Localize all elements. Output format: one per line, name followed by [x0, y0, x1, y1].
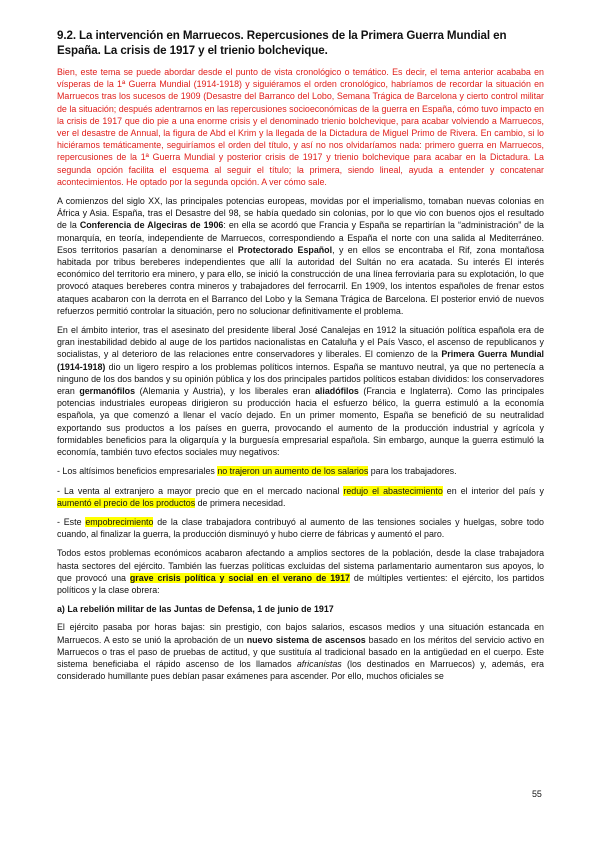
page-content [57, 28, 544, 689]
page-number: 55 [532, 789, 542, 799]
paragraph-marruecos: A comienzos del siglo XX, las principales potencias europeas, movidas por el imperialismo, tomaban nuevas colonias en África y Asia. España, tras el Desastre del 98, se había quedado sin colonias, por lo que vio con buenos ojos el resultado de la Conferencia de Algeciras de 1906: en ella se acordó que Francia y España se repartirían la “administración” de la monarquía, en teoría, independiente de Marruecos, correspondiendo a España el norte con una salida al Mediterráneo. Esos territorios pasarían a denominarse el Protectorado Español, y en ellos se encontraba el Rif, zona montañosa habitada por tribus bereberes independientes que allí la autoridad del Sultán no era acatada. Su interés El interés económico del territorio era minero, y para ello, se inició la construcción de una línea ferroviaria para su explotación, lo que provocó ataques bereberes contra mineros y trabajadores del ferrocarril. En 1909, los intentos españoles de frenar estos ataques acabaron con la derrota en el Barranco del Lobo y la Semana Trágica de Barcelona. El posterior envió de nuevos refuerzos permitió controlar la situación, pero no solucionar definitivamente el problema. [57, 196, 545, 316]
highlight-empobrecimiento: empobrecimiento [85, 516, 154, 527]
highlight-crisis-1917: grave crisis política y social en el verano de 1917 [129, 572, 350, 583]
highlight-abastecimiento: redujo el abastecimiento [343, 485, 443, 496]
subheading-juntas: a) La rebelión militar de las Juntas de Defensa, 1 de junio de 1917 [57, 604, 334, 615]
intro-paragraph: Bien, este tema se puede abordar desde el punto de vista cronológico o temático. Es decir, el tema anterior acababa en vísperas de la 1ª Guerra Mundial (1914-1918) y siguiéramos el orden cronológico, habríamos de recordar la situación en Marruecos tras los sucesos de 1909 (Desastre del Barranco del Lobo, Semana Trágica de Barcelona y cierto control militar de la situación; después adentrarnos en las repercusiones socioeconómicas de la guerra en España, cómo tuvo impacto en la crisis de 1917 que dio pie a una enorme crisis y el denominado trienio bolchevique, para acabar volviendo a Marruecos, ver el desastre de Annual, la figura de Abd el Krim y la llegada de la Dictadura de Miguel Primo de Rivera. En cambio, si lo hiciéramos temáticamente, seguiríamos el orden del título, y así no nos olvidaríamos nada: primero guerra en Marruecos, repercusiones de la 1ª Guerra Mundial y posterior crisis de 1917 y trienio bolchevique para acabar en la Dictadura. La segunda opción facilita el esquema al seguir el título; la primera, siendo lineal, ayuda a entender y concatenar acontecimientos. He optado por la segunda opción. A ver cómo sale. [57, 67, 544, 187]
paragraph-primera-guerra: En el ámbito interior, tras el asesinato del presidente liberal José Canalejas en 1912 la situación política española era de gran inestabilidad debido al auge de los partidos nacionalistas en Cataluña y el País Vasco, el ascenso de republicanos y socialistas, y al deterioro de las relaciones entre conservadores y liberales. El comienzo de la Primera Guerra Mundial (1914-1918) dio un ligero respiro a los problemas políticos internos. España se mantuvo neutral, ya que no pertenecía a ninguno de los dos bandos y su opinión pública y los dos principales partidos políticos estaban divididos: los conservadores eran germanófilos (Alemania y Austria), y los liberales eran aliadófilos (Francia e Inglaterra). Como las principales potencias industriales europeas dirigieron su producción hacia el esfuerzo bélico, la guerra estimuló a la economía española, ya que comenzó a llenar el vacío dejado. En un primer momento, España se benefició de su neutralidad exportando sus productos a los países en guerra, provocando el aumento de la producción industrial y agrícola y formidables beneficios para la oligarquía y la burguesía empresarial española. Sin embargo, aunque la guerra estimuló la economía, también tuvo efectos sociales muy negativos: [57, 325, 544, 458]
bullet-abastecimiento: - La venta al extranjero a mayor precio que en el mercado nacional redujo el abastecimiento en el interior del país y aumentó el precio de los productos de primera necesidad. [57, 485, 544, 508]
highlight-salarios: no trajeron un aumento de los salarios [217, 466, 369, 477]
bullet-salarios: - Los altísimos beneficios empresariales no trajeron un aumento de los salarios para los trabajadores. [57, 466, 457, 477]
highlight-precio: aumentó el precio de los productos [57, 497, 196, 508]
bullet-empobrecimiento: - Este empobrecimiento de la clase trabajadora contribuyó al aumento de las tensiones sociales y huelgas, sobre todo cuando, al finalizar la guerra, la producción disminuyó y hubo cierre de fábricas y aumentó el paro. [57, 516, 544, 540]
section-heading: 9.2. La intervención en Marruecos. Repercusiones de la Primera Guerra Mundial en España. La crisis de 1917 y el trienio bolchevique. [57, 29, 507, 57]
paragraph-crisis: Todos estos problemas económicos acabaron afectando a amplios sectores de la población, desde la clase trabajadora hasta sectores del ejército. También las fuerzas políticas excluidas del sistema parlamentario aumentaron sus apoyos, lo que provocó una grave crisis política y social en el verano de 1917 de múltiples vertientes: el ejército, los partidos políticos y la clase obrera: [57, 548, 545, 595]
paragraph-ejercito: El ejército pasaba por horas bajas: sin prestigio, con bajos salarios, escasos medios y una situación estancada en Marruecos. A esto se unió la aprobación de un nuevo sistema de ascensos basado en los méritos del servicio activo en Marruecos o tras el paso de pruebas de actitud, y que sustituía al tradicional basado en la antigüedad en el cuerpo. Este sistema beneficiaba el rápido ascenso de los llamados africanistas (los destinados en Marruecos) y, además, era considerado humillante pues debían pasar exámenes para ascender. Por ello, muchos oficiales se [57, 622, 544, 682]
